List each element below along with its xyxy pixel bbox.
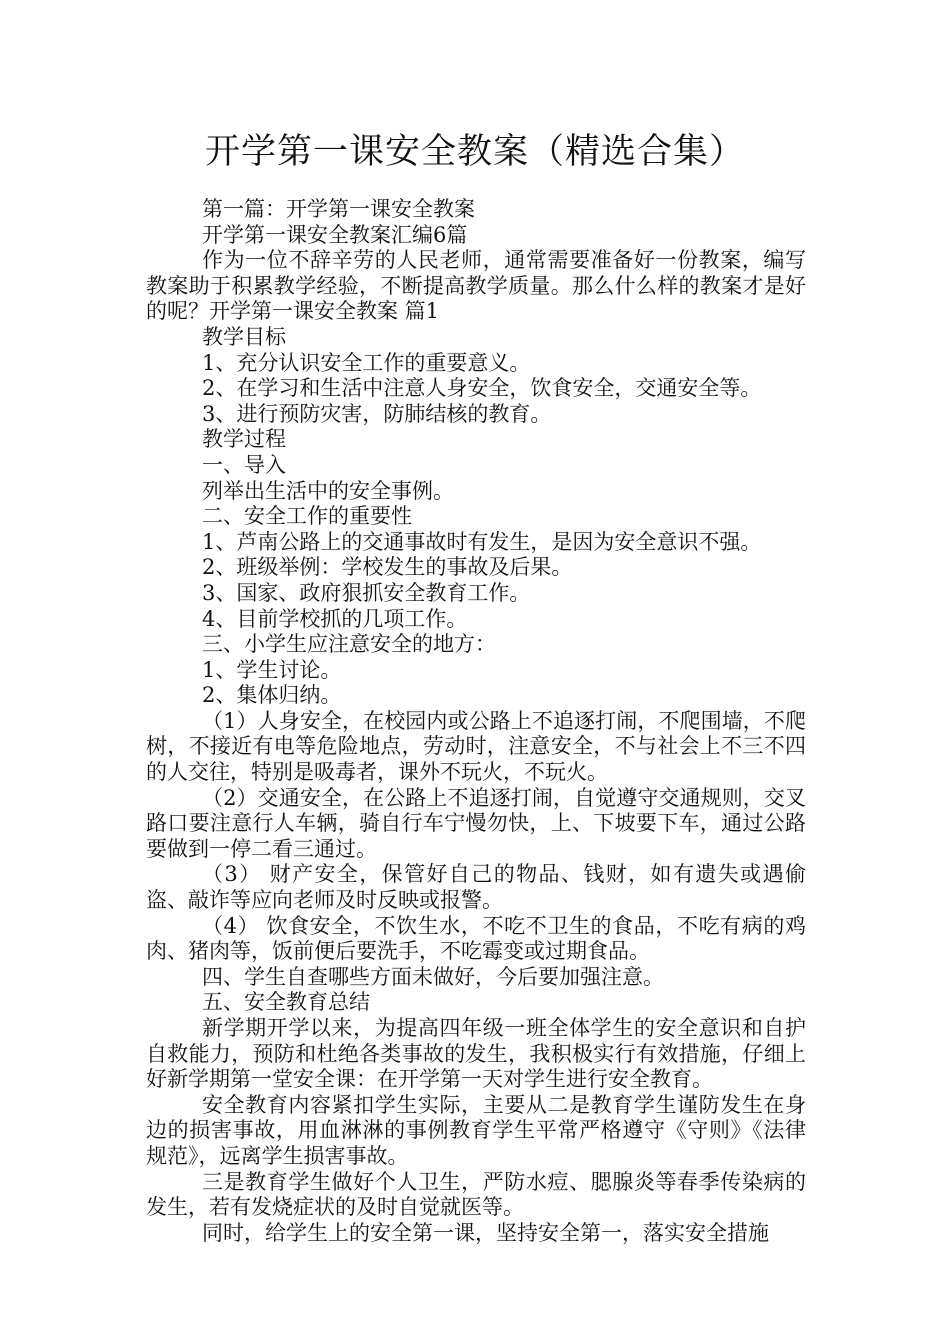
sub-item: （1）人身安全，在校园内或公路上不追逐打闹，不爬围墙，不爬树，不接近有电等危险地点，劳动时，注意安全，不与社会上不三不四的人交往，特别是吸毒者，课外不玩火，不玩火。 — [146, 708, 806, 785]
paragraph: 三是教育学生做好个人卫生，严防水痘、腮腺炎等春季传染病的发生，若有发烧症状的及时自觉就医等。 — [146, 1169, 806, 1220]
list-item: 3、进行预防灾害，防肺结核的教育。 — [202, 401, 552, 426]
sub-item: （2）交通安全，在公路上不追逐打闹，自觉遵守交通规则，交叉路口要注意行人车辆，骑自行车宁慢勿快，上、下坡要下车，通过公路要做到一停二看三通过。 — [146, 785, 806, 861]
paragraph: 作为一位不辞辛劳的人民老师，通常需要准备好一份教案，编写教案助于积累教学经验，不断提高教学质量。那么什么样的教案才是好的呢？开学第一课安全教案 篇1 — [146, 248, 806, 324]
list-item: 1、学生讨论。 — [202, 657, 342, 682]
sub-item: （4） 饮食安全，不饮生水，不吃不卫生的食品，不吃有病的鸡肉、猪肉等，饭前便后要洗手，不吃霉变或过期食品。 — [146, 913, 806, 964]
paragraph: 开学第一课安全教案汇编6篇 — [202, 222, 468, 247]
paragraph: 同时，给学生上的安全第一课，坚持安全第一，落实安全措施 — [202, 1220, 769, 1245]
section-heading: 一、导入 — [202, 452, 286, 477]
section-heading: 教学目标 — [202, 324, 286, 349]
section-heading: 五、安全教育总结 — [202, 990, 370, 1015]
sub-item: （3） 财产安全，保管好自己的物品、钱财，如有遗失或遇偷盗、敲诈等应向老师及时反映或报警。 — [146, 862, 806, 913]
section-heading: 二、安全工作的重要性 — [202, 504, 412, 529]
list-item: 2、在学习和生活中注意人身安全，饮食安全，交通安全等。 — [202, 376, 762, 401]
paragraph: 第一篇：开学第一课安全教案 — [202, 197, 475, 221]
list-item: 1、芦南公路上的交通事故时有发生，是因为安全意识不强。 — [202, 529, 762, 554]
section-heading: 四、学生自查哪些方面未做好，今后要加强注意。 — [202, 964, 664, 989]
list-item: 3、国家、政府狠抓安全教育工作。 — [202, 580, 531, 605]
section-heading: 教学过程 — [202, 427, 286, 452]
list-item: 2、班级举例：学校发生的事故及后果。 — [202, 555, 573, 580]
document-body — [146, 197, 806, 1246]
paragraph: 安全教育内容紧扣学生实际，主要从二是教育学生谨防发生在身边的损害事故，用血淋淋的事例教育学生平常严格遵守《守则》《法律规范》，远离学生损害事故。 — [146, 1092, 806, 1168]
section-heading: 三、小学生应注意安全的地方： — [202, 632, 496, 657]
list-item: 4、目前学校抓的几项工作。 — [202, 606, 468, 631]
document-title: 开学第一课安全教案（精选合集） — [204, 132, 745, 172]
list-item: 1、充分认识安全工作的重要意义。 — [202, 350, 531, 375]
list-item: 2、集体归纳。 — [202, 683, 342, 708]
paragraph: 新学期开学以来，为提高四年级一班全体学生的安全意识和自护自救能力，预防和杜绝各类事故的发生，我积极实行有效措施，仔细上好新学期第一堂安全课：在开学第一天对学生进行安全教育。 — [146, 1016, 806, 1092]
paragraph: 列举出生活中的安全事例。 — [202, 478, 454, 503]
